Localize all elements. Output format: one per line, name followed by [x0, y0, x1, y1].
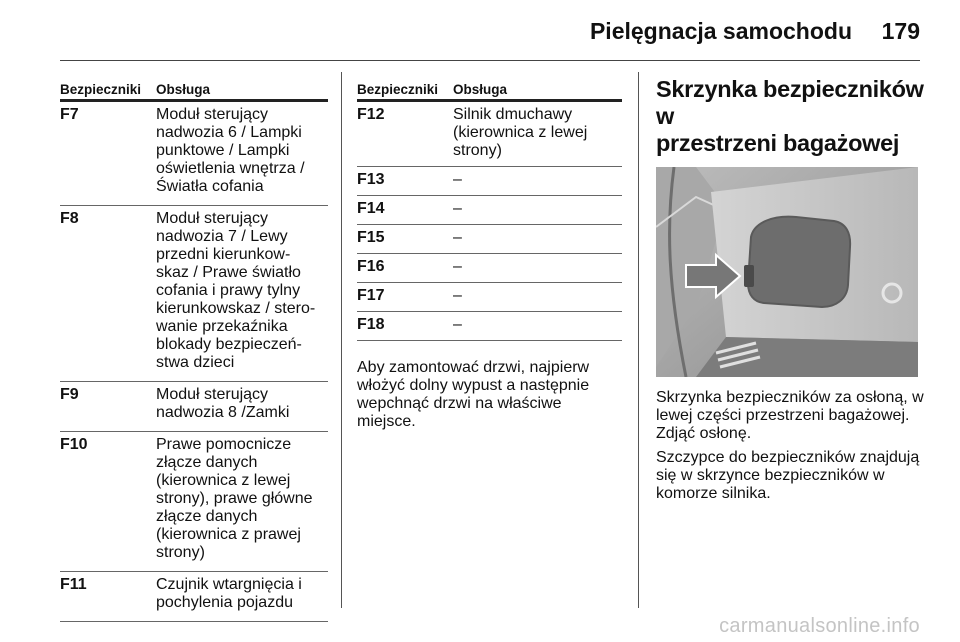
fuse-id: F7: [60, 106, 79, 123]
table-row: [357, 102, 622, 167]
table-header: [60, 82, 328, 102]
column-divider: [341, 72, 342, 608]
watermark: carmanualsonline.info: [719, 615, 920, 637]
fuse-pliers-text: Szczypce do bezpieczników znajdują się w skrzynce bezpieczników w komorze silnika.: [656, 449, 920, 502]
header-fuses: Bezpieczniki: [357, 82, 439, 97]
fuse-desc: Prawe pomocnicze złącze danych (kierownica z lewej strony), prawe główne złącze danych (kierownica z prawej strony): [156, 436, 313, 561]
table-row: [60, 102, 328, 206]
fuse-id: F10: [60, 436, 88, 453]
table-row: [357, 254, 622, 283]
table-row: [60, 572, 328, 622]
header-function: Obsługa: [453, 82, 508, 97]
header-rule: [60, 60, 920, 61]
fuse-desc: –: [453, 200, 462, 217]
fuse-id: F9: [60, 386, 79, 403]
fuse-desc: Czujnik wtargnięcia i pochylenia pojazdu: [156, 576, 302, 611]
fuse-desc: Moduł sterujący nadwozia 7 / Lewy przedni kierunkow- skaz / Prawe światło cofania i prawy tylny kierunkowskaz / stero- wanie przekaźnika blokady bezpieczeń- stwa dzieci: [156, 210, 316, 371]
fuse-desc: Moduł sterujący nadwozia 8 /Zamki: [156, 386, 290, 421]
page-header: [0, 0, 960, 60]
fuse-id: F18: [357, 316, 385, 333]
fuse-desc: –: [453, 171, 462, 188]
header-fuses: Bezpieczniki: [60, 82, 142, 97]
fuse-id: F17: [357, 287, 385, 304]
fuse-box-location-text: Skrzynka bezpieczników za osłoną, w lewej części przestrzeni bagażowej. Zdjąć osłonę.: [656, 389, 924, 442]
fuse-table-2: [357, 82, 622, 341]
fuse-desc: –: [453, 229, 462, 246]
fuse-id: F15: [357, 229, 385, 246]
door-install-instructions: Aby zamontować drzwi, najpierw włożyć dolny wypust a następnie wepchnąć drzwi na właściwe miejsce.: [357, 359, 590, 430]
column-3: [656, 76, 924, 503]
fuse-desc: Silnik dmuchawy (kierownica z lewej strony): [453, 106, 588, 159]
column-1: [60, 76, 328, 622]
fuse-desc: –: [453, 316, 462, 333]
table-row: [60, 206, 328, 382]
fuse-id: F12: [357, 106, 385, 123]
fuse-desc: –: [453, 258, 462, 275]
luggage-compartment-fuse-cover-illustration: [656, 167, 918, 377]
column-2: [357, 76, 622, 431]
fuse-desc: –: [453, 287, 462, 304]
fuse-table-1: [60, 82, 328, 622]
table-row: [60, 382, 328, 432]
fuse-id: F13: [357, 171, 385, 188]
fuse-desc: Moduł sterujący nadwozia 6 / Lampki punktowe / Lampki oświetlenia wnętrza / Światła cofania: [156, 106, 305, 195]
table-header: [357, 82, 622, 102]
table-row: [357, 283, 622, 312]
table-row: [357, 225, 622, 254]
fuse-id: F14: [357, 200, 385, 217]
fuse-id: F11: [60, 576, 87, 593]
table-row: [60, 432, 328, 572]
header-title: Pielęgnacja samochodu: [589, 18, 852, 44]
table-row: [357, 167, 622, 196]
header-function: Obsługa: [156, 82, 211, 97]
fuse-id: F16: [357, 258, 385, 275]
table-row: [357, 196, 622, 225]
table-row: [357, 312, 622, 341]
illustration-svg: [656, 167, 918, 377]
section-title: Skrzynka bezpieczników w przestrzeni bagażowej: [656, 76, 924, 156]
page-number: 179: [881, 18, 920, 44]
column-divider: [638, 72, 639, 608]
fuse-id: F8: [60, 210, 79, 227]
